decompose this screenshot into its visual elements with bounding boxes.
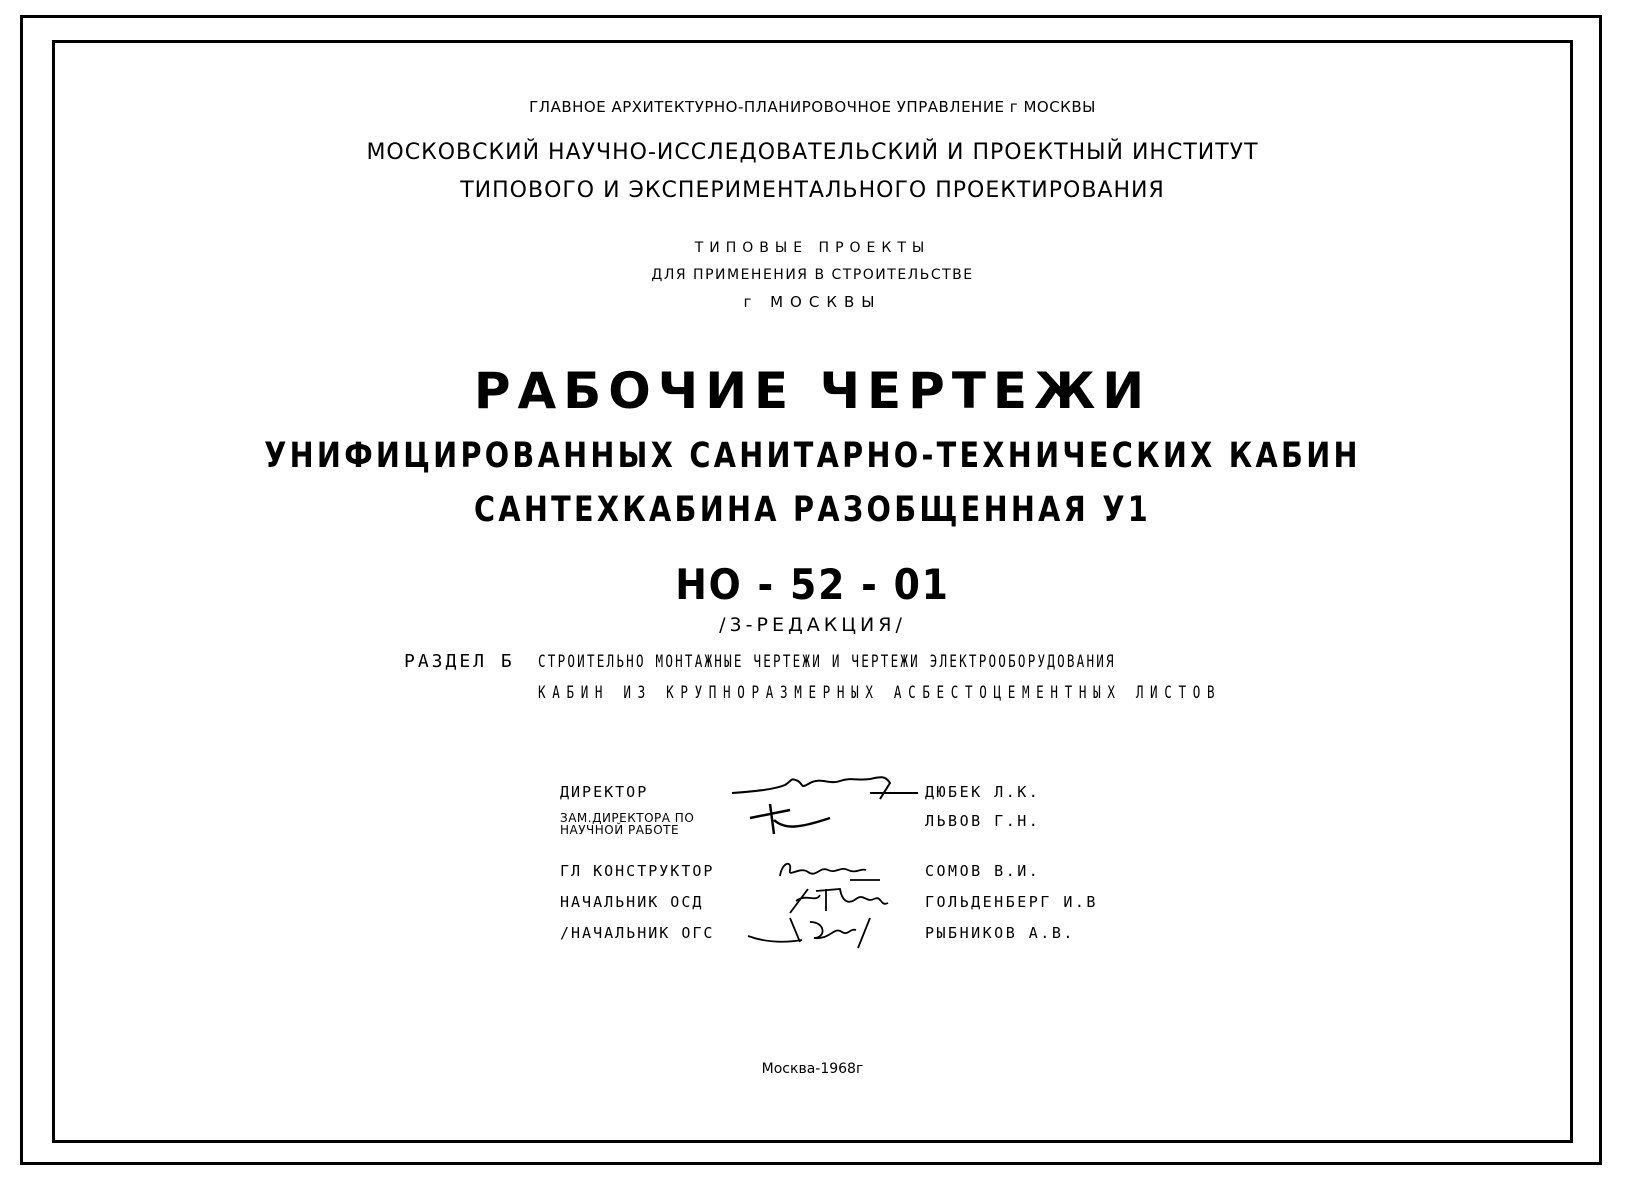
signatory-name: РЫБНИКОВ А.В. [925,924,1075,942]
series-line-2: ДЛЯ ПРИМЕНЕНИЯ В СТРОИТЕЛЬСТВЕ [651,267,974,283]
signatory-position: /НАЧАЛЬНИК ОГС [560,924,715,942]
signatory-position: ГЛ КОНСТРУКТОР [560,862,715,880]
signatory-row [560,812,1080,842]
signatory-name: ЛЬВОВ Г.Н. [925,812,1041,830]
signatory-name: СОМОВ В.И. [925,862,1041,880]
document-subtitle-1: УНИФИЦИРОВАННЫХ САНИТАРНО-ТЕХНИЧЕСКИХ КАБИН [264,436,1361,476]
signatory-position: НАЧАЛЬНИК ОСД [560,893,704,911]
edition-label: /3-РЕДАКЦИЯ/ [719,614,906,636]
section-description-1: СТРОИТЕЛЬНО МОНТАЖНЫЕ ЧЕРТЕЖИ И ЧЕРТЕЖИ ЭЛЕКТРООБОРУДОВАНИЯ [538,652,1116,672]
signature-mark [730,800,920,840]
city-year: Москва-1968г [761,1061,864,1077]
section-label: РАЗДЕЛ Б [404,651,515,672]
signature-mark [730,912,920,952]
signatory-name: ДЮБЕК Л.К. [925,783,1041,801]
signatory-row [560,924,1080,954]
institute-line-1: МОСКОВСКИЙ НАУЧНО-ИССЛЕДОВАТЕЛЬСКИЙ И ПРОЕКТНЫЙ ИНСТИТУТ [366,140,1259,165]
authority-line: ГЛАВНОЕ АРХИТЕКТУРНО-ПЛАНИРОВОЧНОЕ УПРАВЛЕНИЕ г МОСКВЫ [529,98,1096,116]
signatory-position: ДИРЕКТОР [560,783,649,801]
document-title: РАБОЧИЕ ЧЕРТЕЖИ [473,362,1152,420]
signatory-name: ГОЛЬДЕНБЕРГ И.В [925,893,1098,911]
series-line-3: г МОСКВЫ [743,293,882,311]
document-subtitle-2: САНТЕХКАБИНА РАЗОБЩЕННАЯ У1 [474,490,1151,530]
series-line-1: ТИПОВЫЕ ПРОЕКТЫ [694,240,931,256]
project-code: НО - 52 - 01 [675,560,950,609]
section-description-2: КАБИН ИЗ КРУПНОРАЗМЕРНЫХ АСБЕСТОЦЕМЕНТНЫХ ЛИСТОВ [538,683,1222,703]
institute-line-2: ТИПОВОГО И ЭКСПЕРИМЕНТАЛЬНОГО ПРОЕКТИРОВАНИЯ [460,178,1165,203]
signatory-position: ЗАМ.ДИРЕКТОРА ПО НАУЧНОЙ РАБОТЕ [560,811,695,837]
